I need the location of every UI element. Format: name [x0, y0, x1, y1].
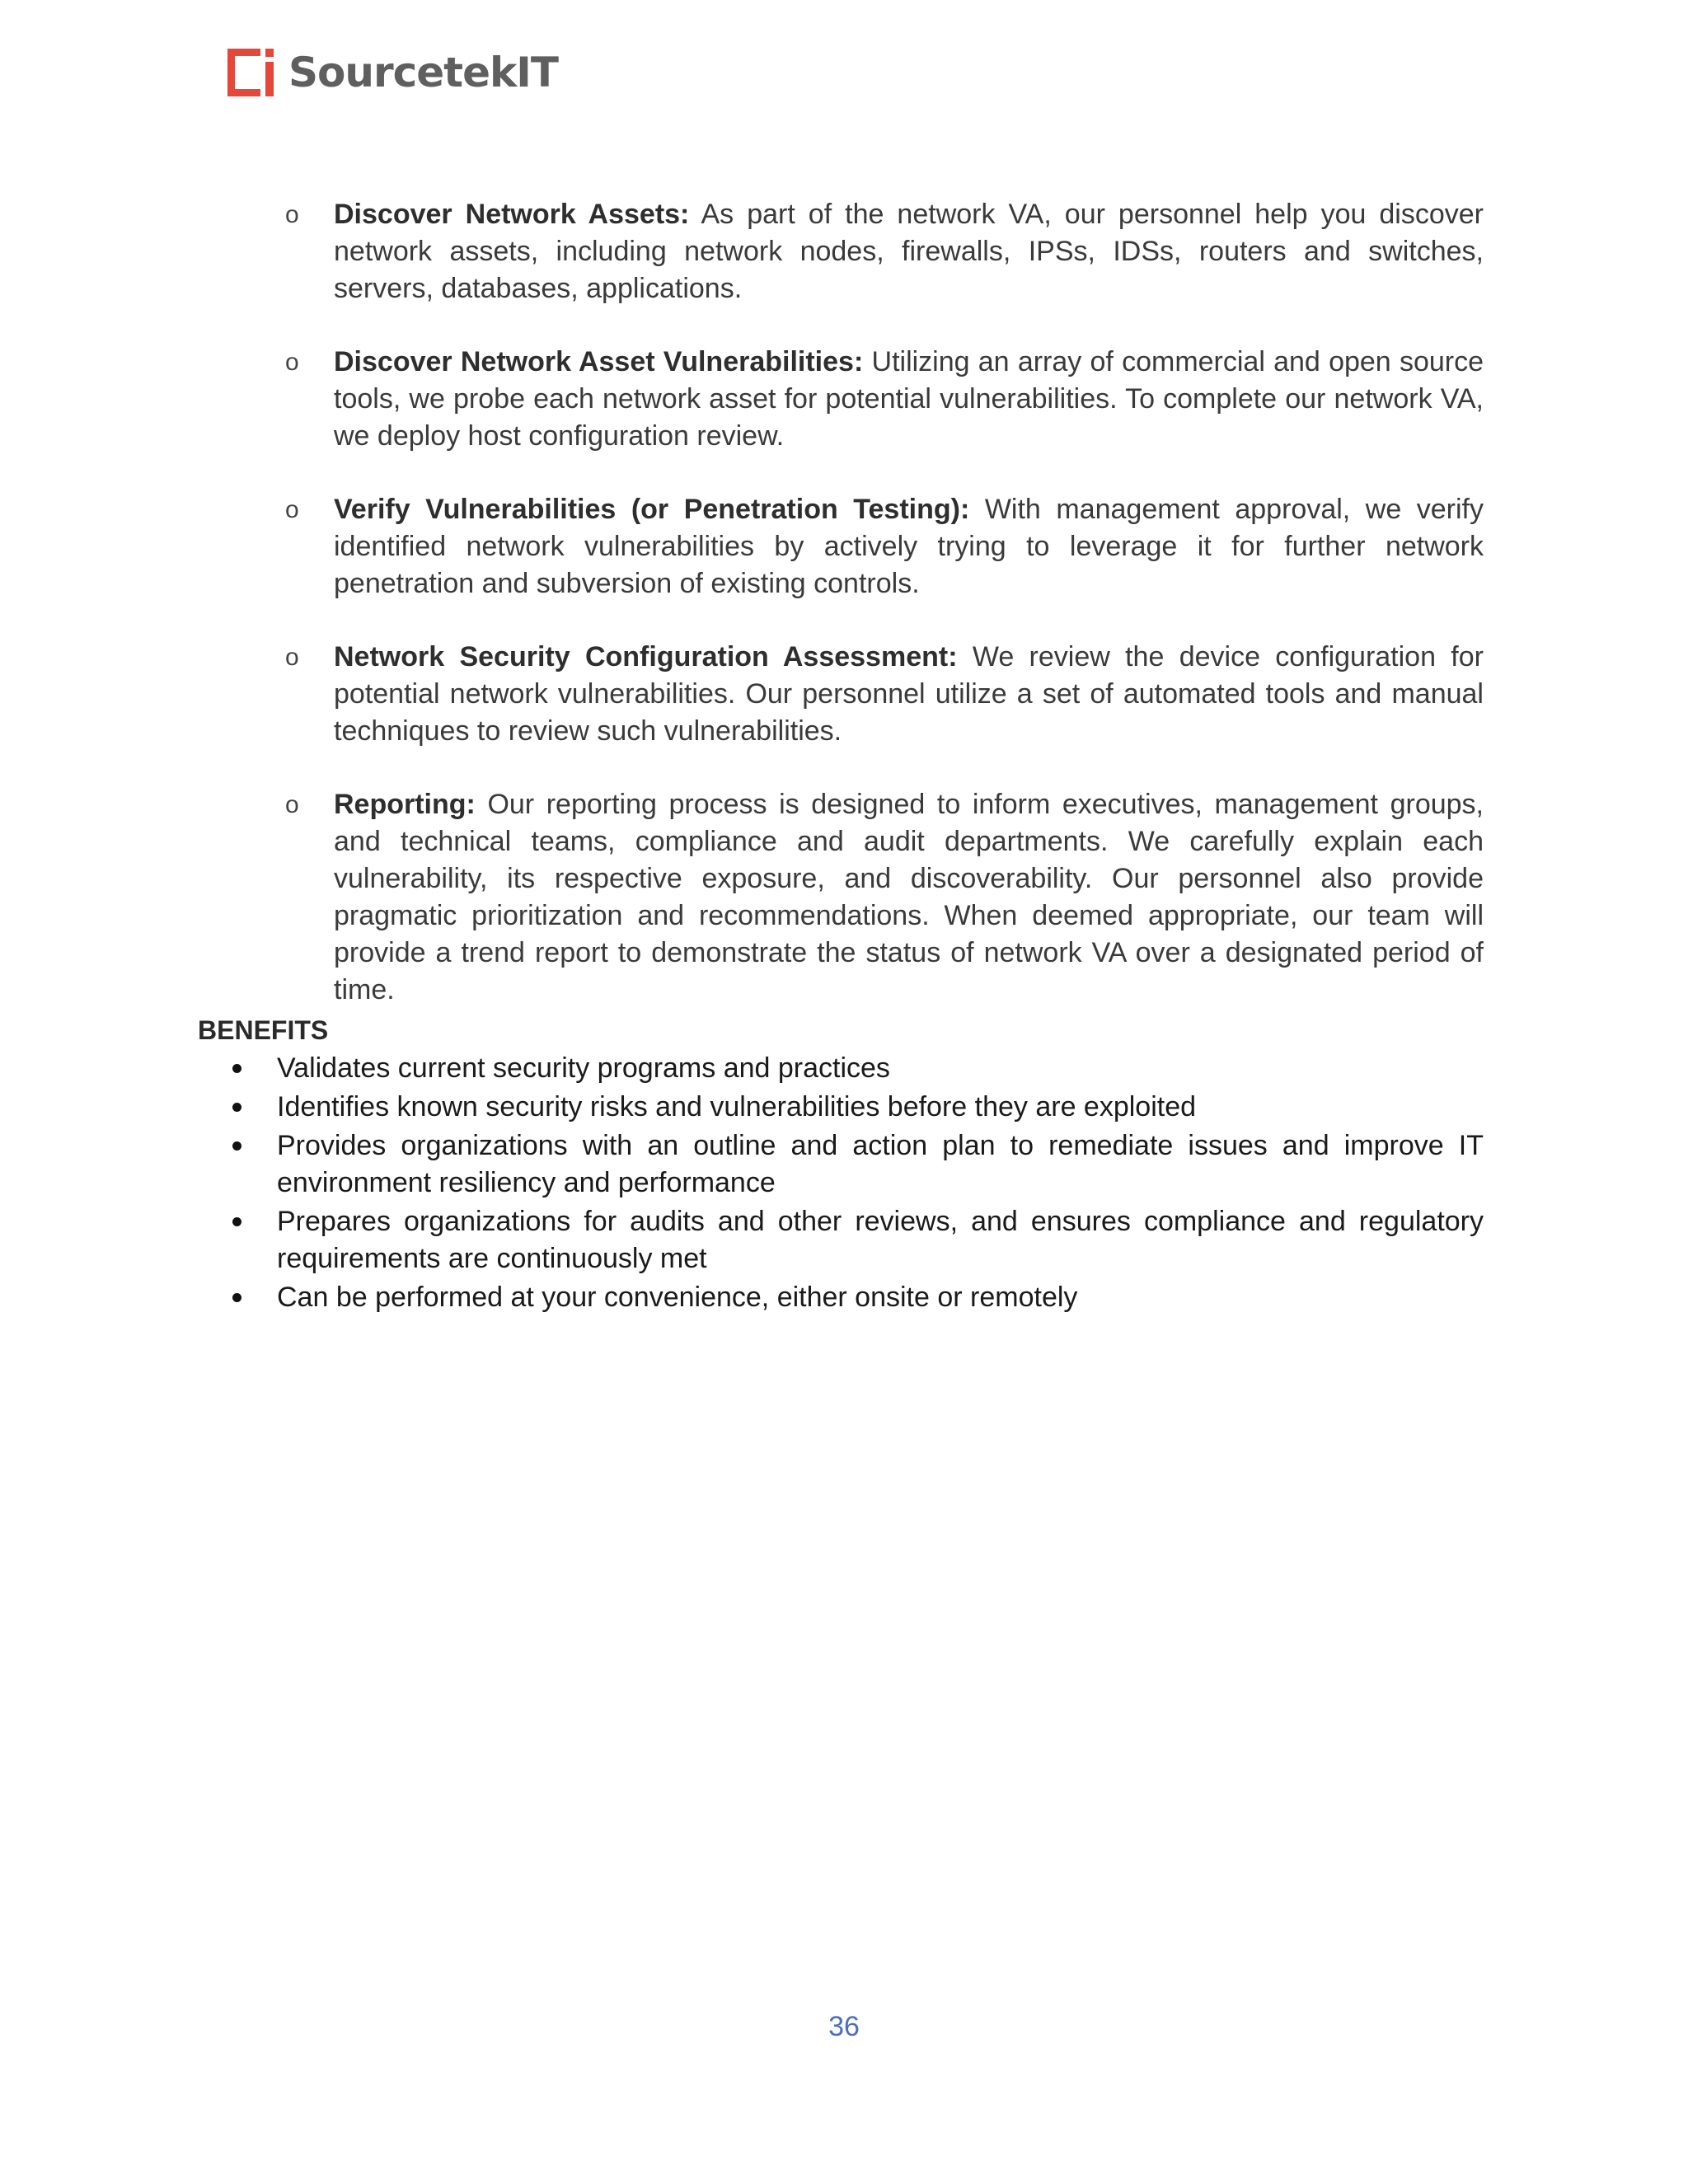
hollow-bullet-icon: o [285, 644, 299, 671]
list-item [280, 639, 1484, 750]
benefit-text: Provides organizations with an outline and action plan to remediate issues and improve IT environment resiliency and performance [277, 1130, 1484, 1198]
benefit-text: Can be performed at your convenience, either onsite or remotely [277, 1282, 1078, 1313]
list-item [280, 491, 1484, 602]
list-item [280, 786, 1484, 1009]
list-item [223, 1127, 1484, 1202]
hollow-bullet-icon: o [285, 791, 299, 818]
bullet-icon [232, 1103, 241, 1112]
logo-mark-icon [224, 45, 279, 100]
item-text: Utilizing an array of commercial and open source tools, we probe each network asset for potential vulnerabilities. To complete our network VA, we deploy host configuration review. [334, 346, 1484, 452]
benefit-text: Prepares organizations for audits and other reviews, and ensures compliance and regulatory requirements are continuously met [277, 1206, 1484, 1274]
item-text: Our reporting process is designed to inform executives, management groups, and technical teams, compliance and audit departments. We carefully explain each vulnerability, its respective exposure, and discoverability. Our personnel also provide pragmatic prioritization and recommendations. When deemed appropriate, our team will provide a trend report to demonstrate the status of network VA over a designated period of time. [334, 789, 1484, 1005]
item-text: We review the device configuration for potential network vulnerabilities. Our personnel utilize a set of automated tools and manual techniques to review such vulnerabilities. [334, 641, 1484, 747]
bullet-icon [232, 1217, 241, 1226]
item-term: Reporting: [334, 789, 476, 820]
item-term: Discover Network Assets: [334, 199, 690, 230]
list-item [223, 1203, 1484, 1277]
bullet-icon [232, 1141, 241, 1151]
logo-text: SourcetekIT [288, 49, 558, 96]
item-term: Network Security Configuration Assessment: [334, 641, 958, 673]
hollow-bullet-icon: o [285, 349, 299, 376]
list-item [223, 1089, 1484, 1126]
bullet-icon [232, 1064, 241, 1073]
service-steps-list [280, 196, 1484, 1045]
benefits-list [223, 1050, 1484, 1318]
benefit-text: Validates current security programs and practices [277, 1052, 890, 1084]
hollow-bullet-icon: o [285, 496, 299, 523]
hollow-bullet-icon: o [285, 201, 299, 228]
item-text: With management approval, we verify identified network vulnerabilities by actively trying to leverage it for further network penetration and subversion of existing controls. [334, 494, 1484, 599]
bullet-icon [232, 1293, 241, 1302]
item-term: Verify Vulnerabilities (or Penetration Testing): [334, 494, 970, 525]
item-term: Discover Network Asset Vulnerabilities: [334, 346, 864, 377]
list-item [223, 1279, 1484, 1316]
item-text: As part of the network VA, our personnel help you discover network assets, including network nodes, firewalls, IPSs, IDSs, routers and switches, servers, databases, applications. [334, 199, 1484, 304]
company-logo [224, 43, 558, 102]
benefit-text: Identifies known security risks and vulnerabilities before they are exploited [277, 1091, 1197, 1122]
benefits-heading: BENEFITS [198, 1015, 329, 1045]
list-item [280, 196, 1484, 307]
list-item [223, 1050, 1484, 1087]
page-number: 36 [828, 2011, 860, 2042]
list-item [280, 344, 1484, 455]
